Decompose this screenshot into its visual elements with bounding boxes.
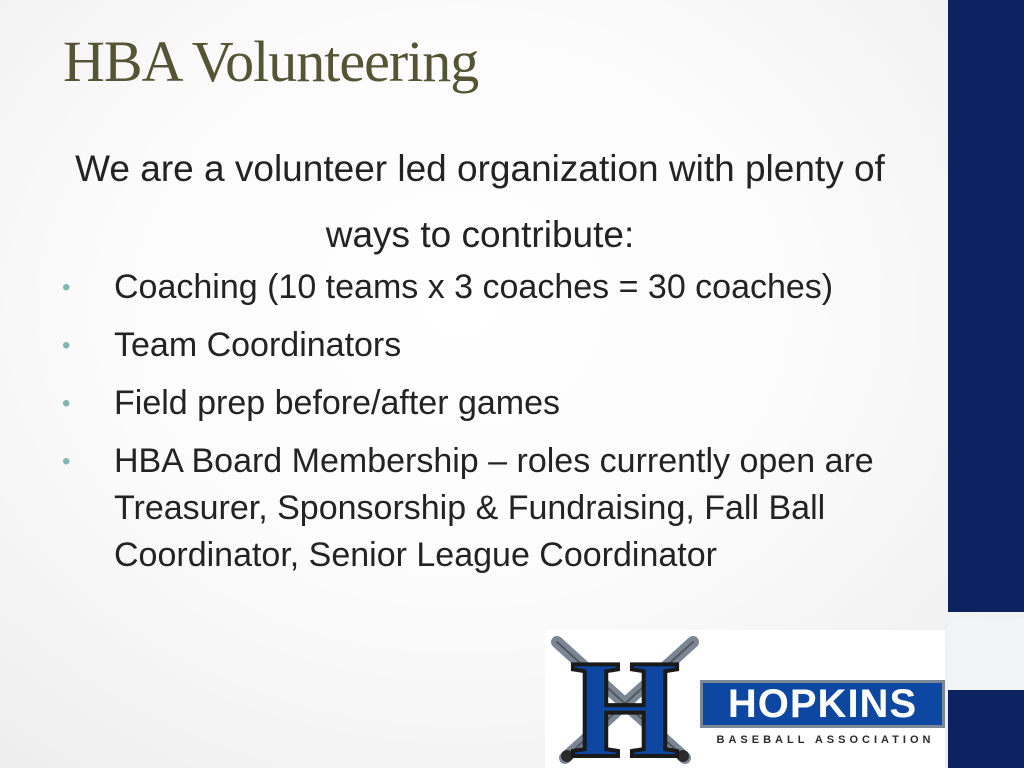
bullet-item-coordinators — [62, 322, 892, 369]
bullet-icon: • — [62, 390, 71, 417]
bullet-text: Coaching (10 teams x 3 coaches = 30 coaches) — [114, 268, 834, 306]
slide-title: HBA Volunteering — [63, 29, 479, 94]
bullet-item-coaching — [62, 264, 892, 311]
bullet-text: HBA Board Membership – roles currently open are Treasurer, Sponsorship & Fundraising, Fall Ball Coordinator, Senior League Coordinator — [114, 442, 874, 574]
bullet-text: Team Coordinators — [114, 326, 402, 364]
crossed-bats-icon — [545, 630, 705, 768]
bullet-icon: • — [62, 332, 71, 359]
bullet-icon: • — [62, 448, 71, 475]
side-accent-bar-bottom — [948, 690, 1024, 768]
bullet-icon: • — [62, 274, 71, 301]
intro-text: We are a volunteer led organization with plenty of ways to contribute: — [75, 148, 885, 255]
bullet-item-board — [62, 438, 892, 579]
bullet-list — [62, 264, 892, 590]
side-accent-bar-gap — [948, 618, 1024, 690]
logo-letter: H — [570, 632, 680, 768]
bullet-item-field-prep — [62, 380, 892, 427]
side-accent-bar-top — [948, 0, 1024, 612]
hopkins-logo — [545, 630, 945, 768]
bullet-text: Field prep before/after games — [114, 384, 561, 422]
logo-subtitle: BASEBALL ASSOCIATION — [716, 734, 935, 746]
logo-name: HOPKINS — [700, 680, 945, 728]
